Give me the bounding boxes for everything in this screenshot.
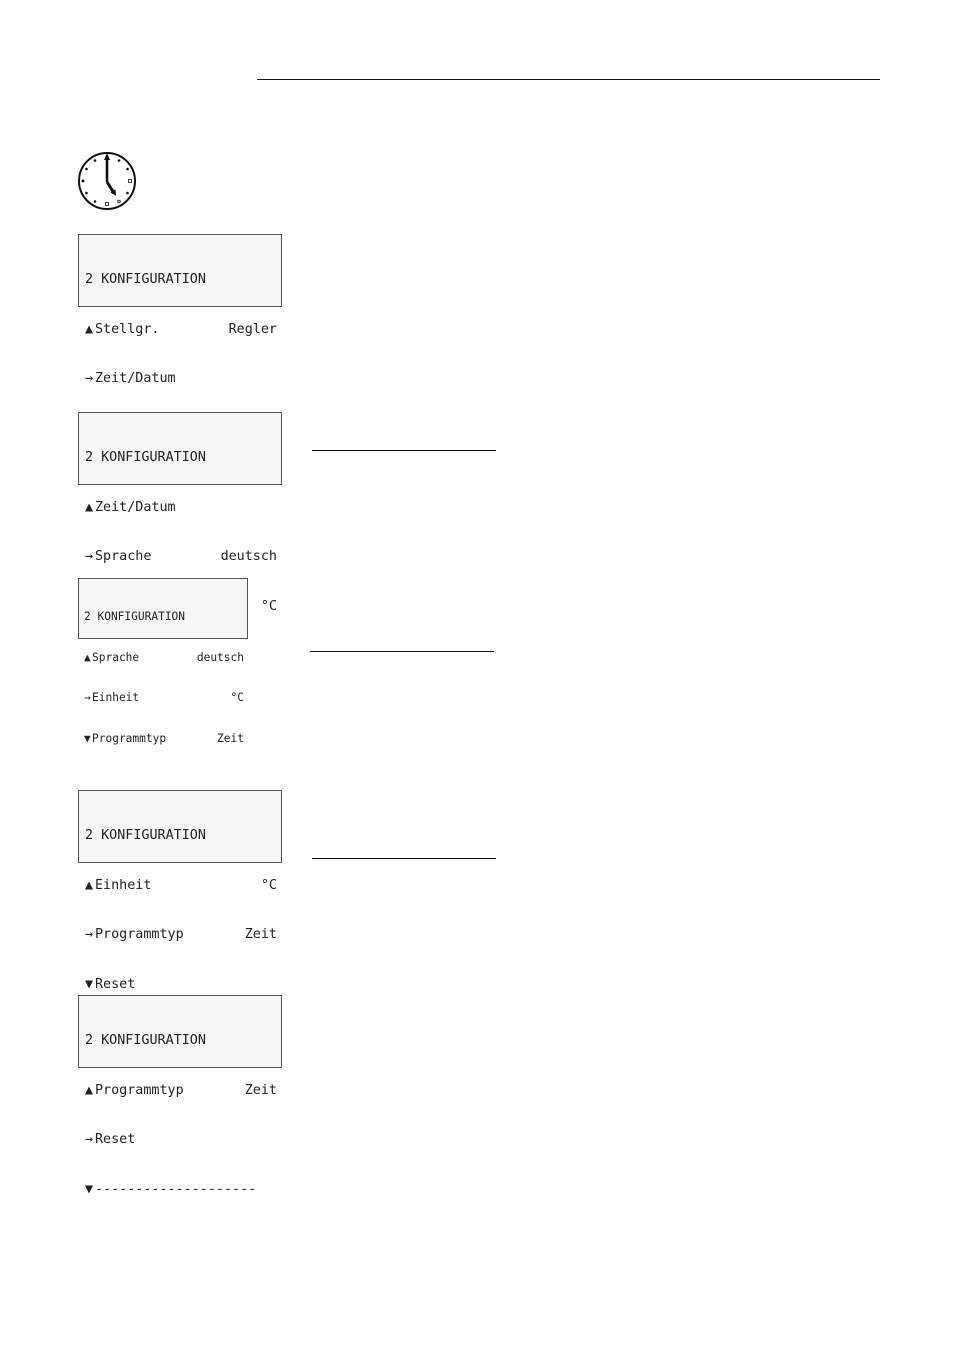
lcd-item-label: Einheit xyxy=(92,691,140,704)
lcd-item-value: deutsch xyxy=(220,549,277,564)
lcd-menu-row-selected xyxy=(85,927,277,944)
lcd-menu-row xyxy=(85,977,277,994)
lcd-item-label: Reset xyxy=(95,1132,136,1147)
lcd-menu-row xyxy=(85,322,277,339)
lcd-item-label: Programmtyp xyxy=(95,1082,184,1098)
underline-rule xyxy=(312,450,496,451)
cursor-arrow-icon: → xyxy=(84,691,91,704)
arrow-up-icon: ▲ xyxy=(85,877,94,893)
lcd-item-label: Sprache xyxy=(92,650,140,664)
lcd-display xyxy=(78,578,248,745)
lcd-menu-row-selected xyxy=(85,371,277,388)
lcd-item-value: °C xyxy=(260,598,277,614)
lcd-title: 2 KONFIGURATION xyxy=(85,828,206,843)
lcd-item-value: °C xyxy=(230,691,244,704)
lcd-menu-row xyxy=(84,732,244,746)
lcd-title: 2 KONFIGURATION xyxy=(85,450,206,465)
lcd-item-label: Reset xyxy=(95,976,136,992)
cursor-arrow-icon: → xyxy=(85,549,94,564)
lcd-display xyxy=(78,790,282,992)
lcd-display xyxy=(78,995,282,1197)
underline-rule xyxy=(310,651,494,652)
lcd-title: 2 KONFIGURATION xyxy=(85,1033,206,1048)
lcd-display xyxy=(78,412,282,614)
lcd-item-value: Regler xyxy=(228,321,277,337)
lcd-menu-row xyxy=(85,878,277,895)
lcd-item-label: Einheit xyxy=(95,877,152,893)
lcd-menu-row-selected xyxy=(85,549,277,566)
lcd-item-label: Sprache xyxy=(95,549,152,564)
cursor-arrow-icon: → xyxy=(85,927,94,942)
lcd-item-value: °C xyxy=(260,877,277,893)
lcd-menu-row xyxy=(85,500,277,517)
lcd-item-label: -------------------- xyxy=(95,1181,257,1197)
lcd-item-label: Programmtyp xyxy=(95,927,184,942)
lcd-item-value: Zeit xyxy=(244,927,277,942)
lcd-item-label: Programmtyp xyxy=(92,731,167,745)
lcd-title: 2 KONFIGURATION xyxy=(85,272,206,287)
lcd-display xyxy=(78,234,282,386)
clock-icon xyxy=(77,151,137,211)
lcd-menu-row-selected xyxy=(85,1132,277,1149)
lcd-item-value: Zeit xyxy=(244,1082,277,1098)
underline-rule xyxy=(312,858,496,859)
lcd-menu-row xyxy=(85,1182,277,1199)
lcd-item-value: Zeit xyxy=(217,731,244,745)
arrow-down-icon: ▼ xyxy=(84,731,91,745)
lcd-title: 2 KONFIGURATION xyxy=(84,610,186,623)
arrow-down-icon: ▼ xyxy=(85,976,94,992)
lcd-menu-row xyxy=(85,1083,277,1100)
lcd-menu-row-selected xyxy=(84,691,244,705)
lcd-item-label: Zeit/Datum xyxy=(95,499,176,515)
arrow-up-icon: ▲ xyxy=(85,321,94,337)
arrow-down-icon: ▼ xyxy=(85,1181,94,1197)
lcd-item-value: deutsch xyxy=(196,650,244,664)
lcd-menu-row xyxy=(84,651,244,665)
cursor-arrow-icon: → xyxy=(85,371,94,386)
lcd-item-label: Zeit/Datum xyxy=(95,371,176,386)
arrow-up-icon: ▲ xyxy=(85,1082,94,1098)
arrow-up-icon: ▲ xyxy=(84,650,91,664)
lcd-item-label: Stellgr. xyxy=(95,321,160,337)
cursor-arrow-icon: → xyxy=(85,1132,94,1147)
header-rule xyxy=(257,79,880,80)
arrow-up-icon: ▲ xyxy=(85,499,94,515)
